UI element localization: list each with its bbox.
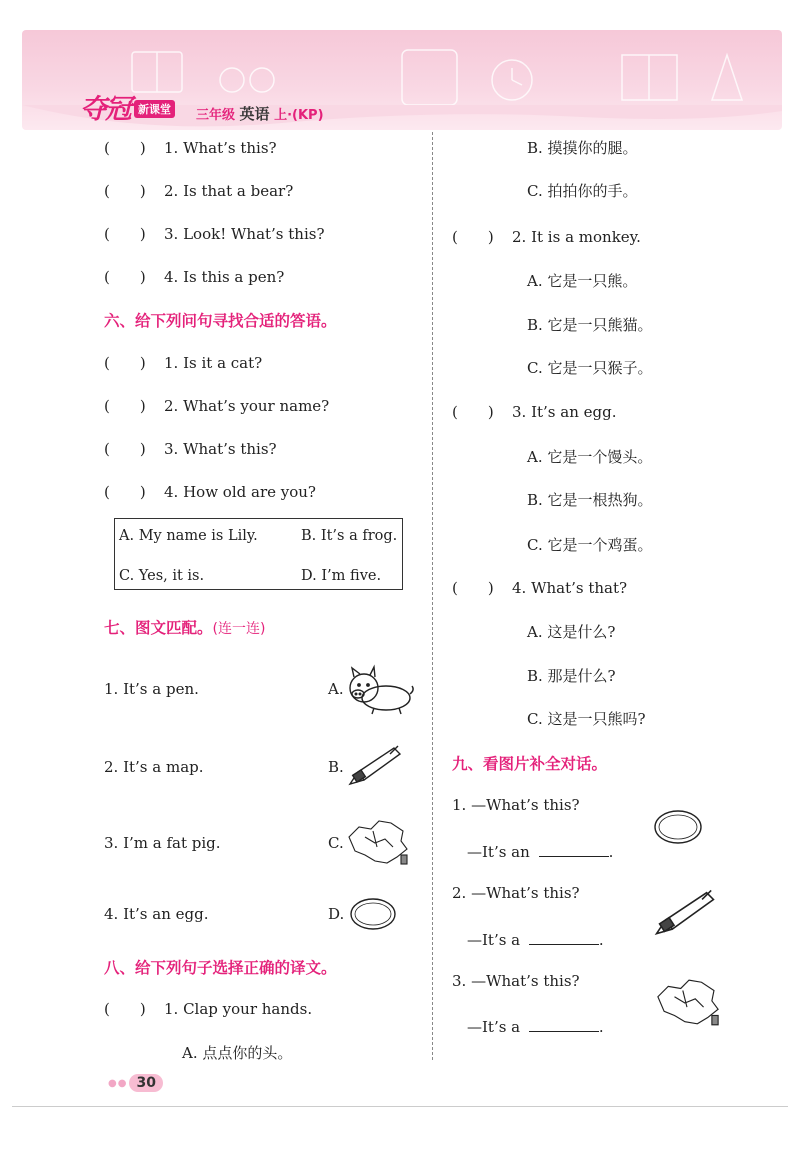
answer-blank[interactable] (539, 841, 609, 857)
section-7-title (104, 616, 265, 638)
option-a: A. My name is Lily. (119, 528, 258, 544)
option-item: A. 它是一个馒头。 (527, 448, 653, 466)
question-row (452, 577, 627, 598)
question-text: 4. What’s that? (512, 579, 628, 597)
dialog-question: 3. —What’s this? (452, 972, 580, 990)
answer-bracket[interactable]: ( ) (104, 483, 146, 501)
option-item: B. 摸摸你的腿。 (527, 139, 638, 157)
answer-bracket[interactable]: ( ) (104, 440, 146, 458)
dialog-answer-prefix: —It’s a (467, 931, 521, 949)
answer-blank[interactable] (529, 929, 599, 945)
question-text: 2. Is that a bear? (164, 182, 294, 200)
column-divider (432, 132, 433, 1060)
grade-label: 三年级 (196, 108, 236, 123)
match-letter-b: B. (328, 758, 344, 776)
answer-bracket[interactable]: ( ) (104, 225, 146, 243)
dots-icon: ●● (108, 1077, 128, 1089)
map-icon (345, 817, 411, 869)
dialog-question: 2. —What’s this? (452, 884, 580, 902)
pen-icon (346, 742, 404, 788)
answer-bracket[interactable]: ( ) (104, 182, 146, 200)
question-text: 3. It’s an egg. (512, 403, 617, 421)
egg-icon (348, 896, 398, 932)
match-letter-a: A. (328, 680, 344, 698)
option-item: C. 它是一只猴子。 (527, 359, 653, 377)
dialog-answer-end: . (608, 843, 614, 861)
option-item: A. 这是什么? (527, 623, 616, 641)
option-item: A. 它是一只熊。 (527, 272, 638, 290)
page-number-badge: 30 (129, 1074, 162, 1092)
question-row (104, 180, 293, 201)
option-item: A. 点点你的头。 (182, 1044, 293, 1062)
option-c: C. Yes, it is. (119, 568, 205, 584)
logo-badge: 新课堂 (134, 100, 175, 118)
question-row (104, 137, 277, 158)
dialog-answer-prefix: —It’s a (467, 1018, 521, 1036)
match-letter-c: C. (328, 834, 344, 852)
answer-bracket[interactable]: ( ) (104, 139, 146, 157)
answer-bracket[interactable]: ( ) (104, 1000, 146, 1018)
option-item: B. 它是一根热狗。 (527, 491, 653, 509)
option-item: B. 它是一只熊猫。 (527, 316, 653, 334)
book-title (196, 103, 324, 124)
answer-blank[interactable] (529, 1016, 599, 1032)
logo (80, 86, 175, 126)
dialog-answer-row (467, 1016, 604, 1036)
egg-icon (652, 808, 704, 846)
section-7-heading: 七、图文匹配。 (104, 619, 213, 637)
option-b: B. It’s a frog. (301, 528, 398, 544)
question-row (104, 481, 316, 502)
question-row (104, 998, 312, 1019)
section-8-title: 八、给下列句子选择正确的译文。 (104, 959, 337, 977)
answer-bracket[interactable]: ( ) (452, 403, 494, 421)
option-d: D. I’m five. (301, 568, 382, 584)
option-item: C. 拍拍你的手。 (527, 182, 638, 200)
section-7-note: (连一连) (212, 621, 266, 637)
section-6-title: 六、给下列问句寻找合适的答语。 (104, 312, 337, 330)
question-text: 3. What’s this? (164, 440, 277, 458)
question-text: 1. Is it a cat? (164, 354, 263, 372)
answer-bracket[interactable]: ( ) (452, 579, 494, 597)
footer-rule (12, 1106, 788, 1107)
map-icon (653, 976, 723, 1030)
question-text: 1. What’s this? (164, 139, 277, 157)
question-text: 4. Is this a pen? (164, 268, 285, 286)
question-row (104, 352, 262, 373)
question-row (104, 395, 329, 416)
question-text: 2. It is a monkey. (512, 228, 641, 246)
pen-icon (652, 884, 718, 940)
match-letter-d: D. (328, 905, 345, 923)
match-item: 3. I’m a fat pig. (104, 834, 221, 852)
dialog-answer-end: . (598, 931, 604, 949)
subject-label: 英语 (239, 105, 270, 123)
question-text: 1. Clap your hands. (164, 1000, 313, 1018)
dialog-answer-prefix: —It’s an (467, 843, 530, 861)
answer-options-box (114, 518, 403, 590)
answer-bracket[interactable]: ( ) (104, 268, 146, 286)
question-row (452, 401, 617, 422)
answer-bracket[interactable]: ( ) (104, 354, 146, 372)
section-9-title: 九、看图片补全对话。 (452, 755, 608, 773)
question-row (104, 223, 325, 244)
volume-label: 上·(KP) (274, 108, 324, 123)
dialog-answer-row (467, 929, 604, 949)
question-row (104, 266, 284, 287)
dialog-answer-end: . (598, 1018, 604, 1036)
option-item: C. 它是一个鸡蛋。 (527, 536, 653, 554)
logo-text: 夺冠 (80, 94, 130, 125)
question-text: 3. Look! What’s this? (164, 225, 325, 243)
match-item: 4. It’s an egg. (104, 905, 209, 923)
question-row (104, 438, 277, 459)
dialog-question: 1. —What’s this? (452, 796, 580, 814)
match-item: 2. It’s a map. (104, 758, 204, 776)
dialog-answer-row (467, 841, 613, 861)
question-row (452, 226, 641, 247)
question-text: 2. What’s your name? (164, 397, 330, 415)
page-number (108, 1074, 163, 1092)
answer-bracket[interactable]: ( ) (452, 228, 494, 246)
question-text: 4. How old are you? (164, 483, 316, 501)
option-item: B. 那是什么? (527, 667, 616, 685)
answer-bracket[interactable]: ( ) (104, 397, 146, 415)
pig-icon (344, 664, 416, 716)
match-item: 1. It’s a pen. (104, 680, 199, 698)
option-item: C. 这是一只熊吗? (527, 710, 646, 728)
